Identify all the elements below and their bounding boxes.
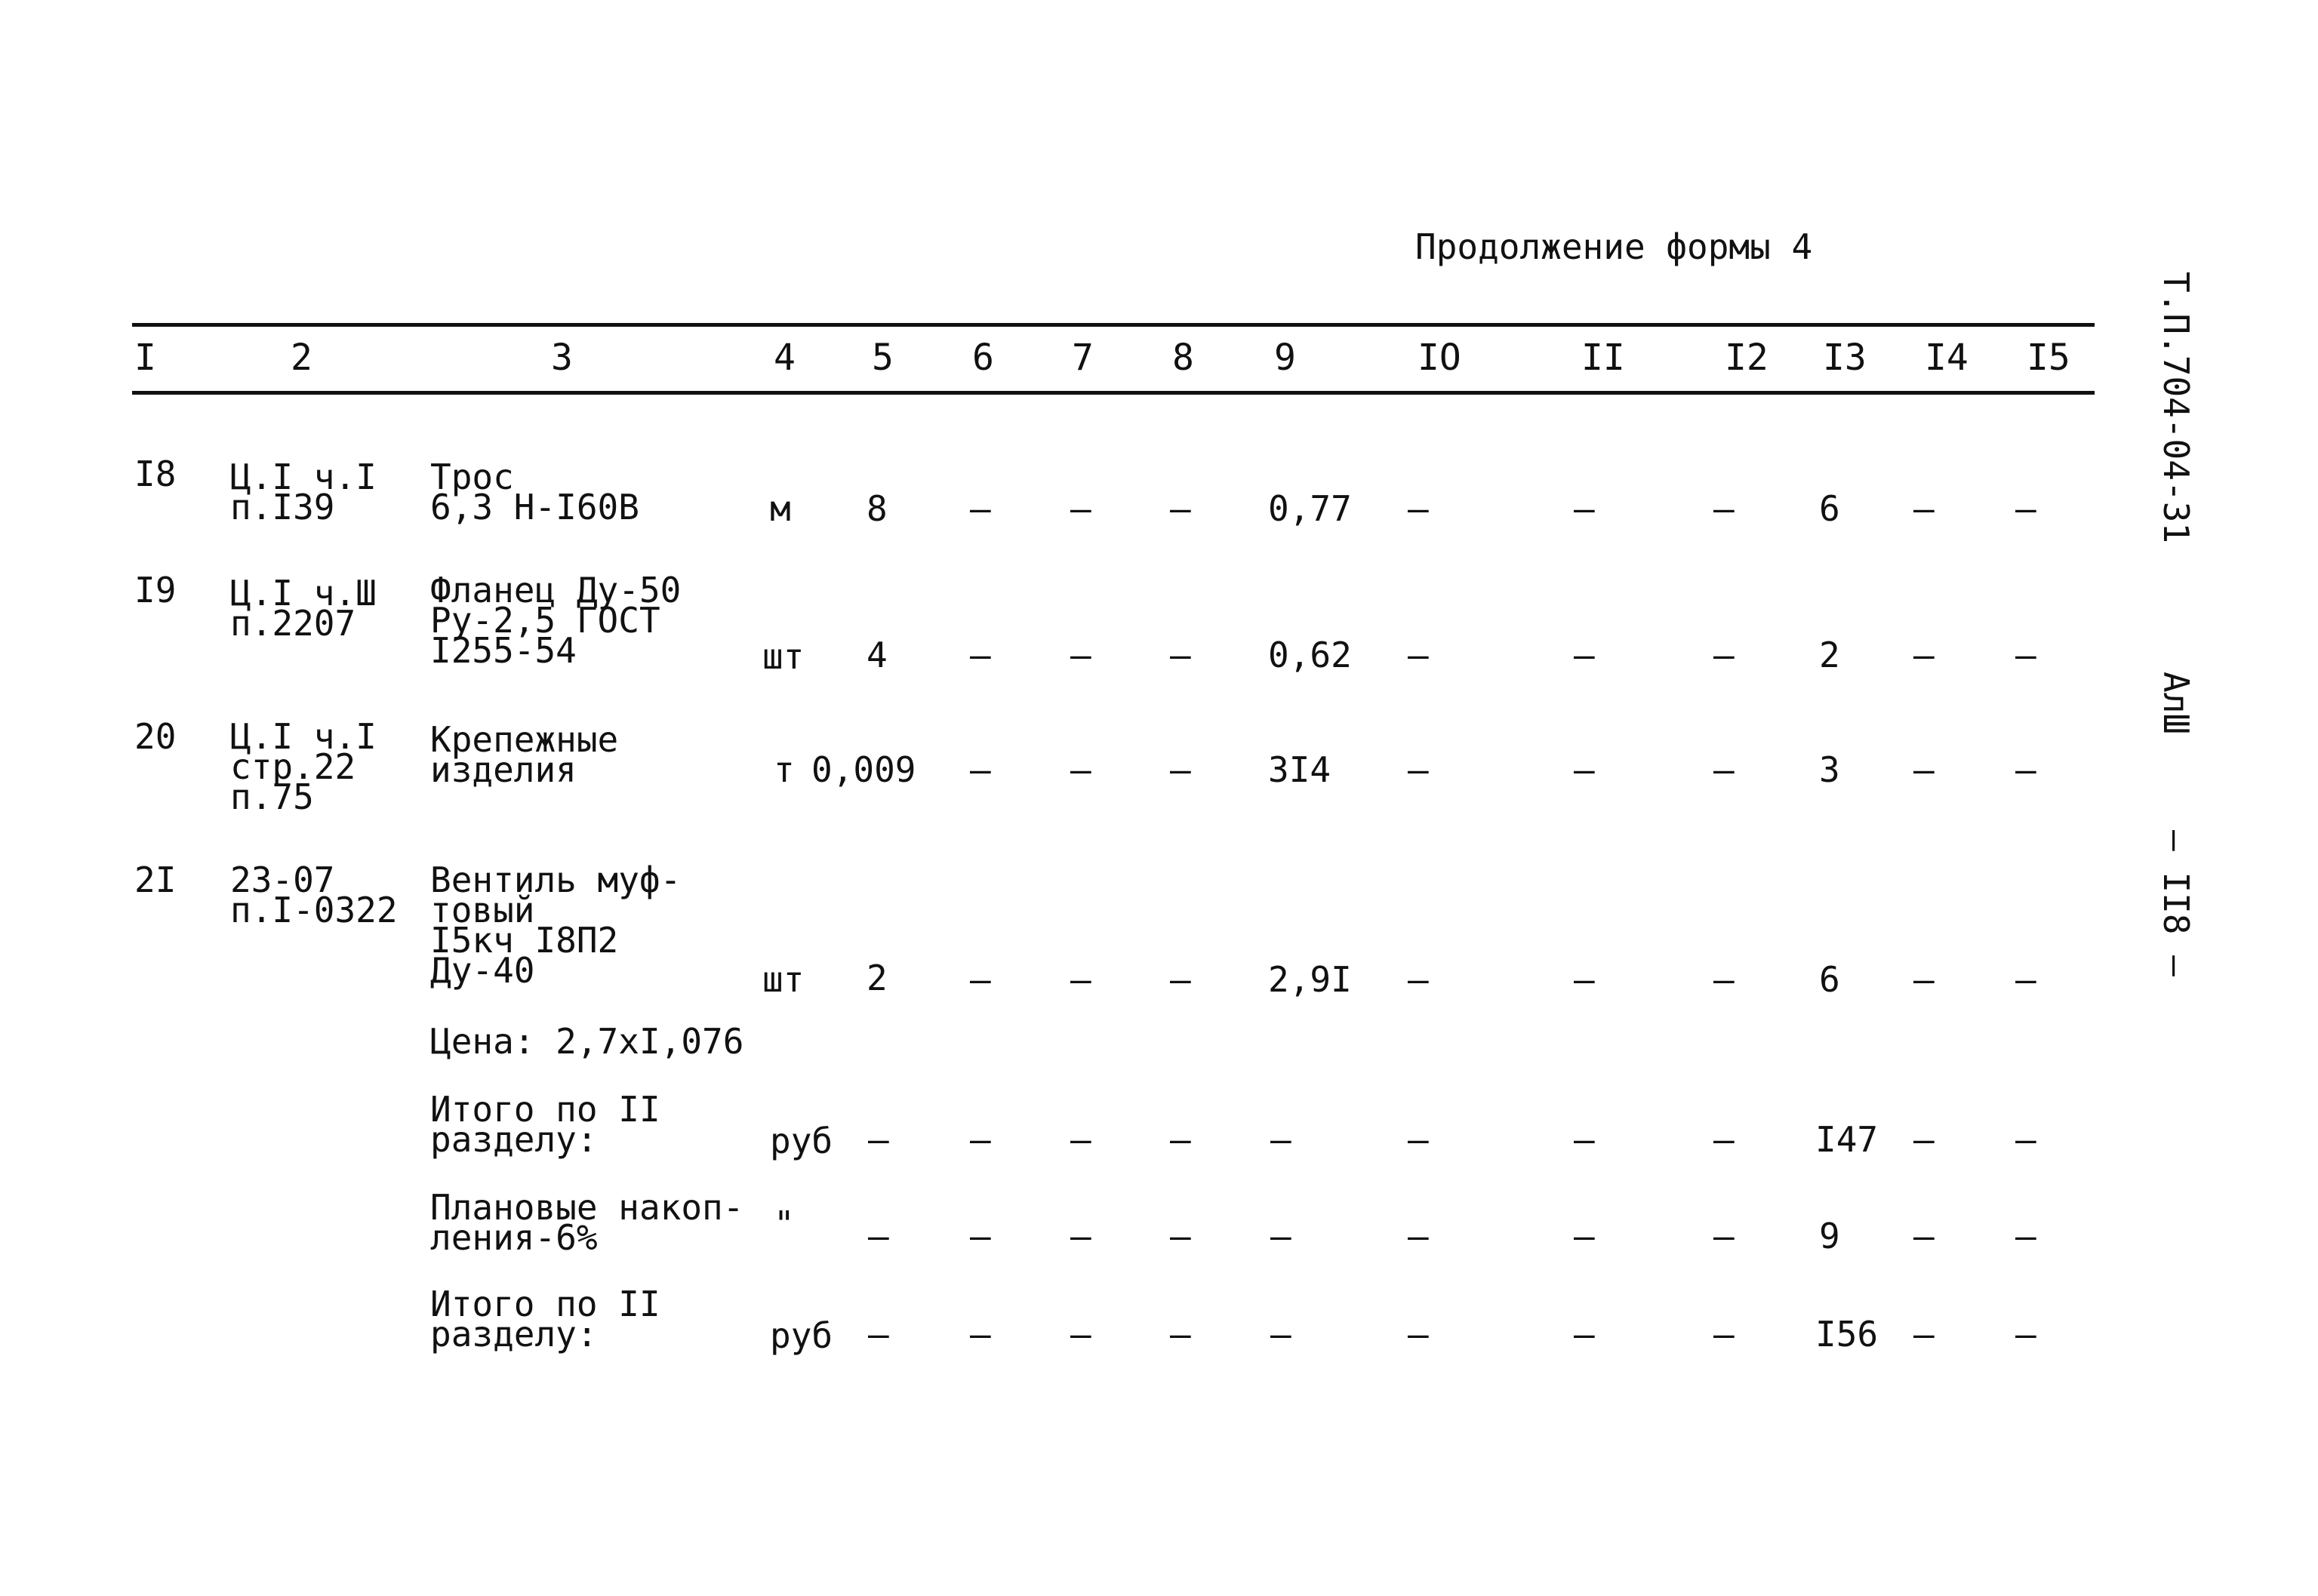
price-reference: п.I-0322: [230, 890, 398, 930]
form-title: Продолжение формы 4: [1415, 226, 1813, 267]
col-header-9: 9: [1274, 337, 1296, 379]
item-name: Ду-40: [430, 950, 535, 991]
cell-col-8: –: [1170, 1314, 1191, 1355]
cell-col-6: –: [970, 1119, 991, 1160]
price-reference: п.75: [230, 776, 314, 817]
cell-col-10: –: [1408, 749, 1429, 790]
price-reference: п.I39: [230, 487, 335, 527]
cell-col-11: –: [1574, 1119, 1595, 1160]
side-album: АлШ: [2156, 672, 2196, 735]
cell-col-14: –: [1913, 635, 1935, 675]
cell-col-14: –: [1913, 1119, 1935, 1160]
cell-col-8: –: [1170, 959, 1191, 1000]
side-code: Т.П.704-04-31: [2156, 272, 2196, 544]
cell-col-10: –: [1408, 1216, 1429, 1256]
price-reference: Ц.I ч.I: [230, 457, 377, 497]
cell-col-6: –: [970, 635, 991, 675]
cell-col-12: –: [1713, 959, 1735, 1000]
cell-col-8: –: [1170, 1119, 1191, 1160]
col-header-3: 3: [551, 337, 573, 379]
cell-col-7: –: [1070, 959, 1091, 1000]
cell-col-6: –: [970, 749, 991, 790]
unit: т: [774, 749, 795, 790]
col-header-10: IO: [1418, 337, 1461, 379]
cell-col-8: –: [1170, 1216, 1191, 1256]
price-reference: стр.22: [230, 746, 356, 787]
cell-col-14: –: [1913, 1216, 1935, 1256]
item-name: Трос: [430, 457, 514, 497]
unit: руб: [770, 1121, 833, 1161]
cell-col-11: –: [1574, 749, 1595, 790]
row-number: 2I: [134, 860, 177, 900]
cell-col-11: –: [1574, 488, 1595, 529]
cell-col-12: –: [1713, 635, 1735, 675]
cell-col-8: –: [1170, 488, 1191, 529]
cell-col-10: –: [1408, 1119, 1429, 1160]
cell-col-7: –: [1070, 635, 1091, 675]
col-header-14: I4: [1925, 337, 1969, 379]
price-reference: п.2207: [230, 603, 356, 644]
side-page-number: — II8 —: [2156, 830, 2196, 976]
price-reference: Ц.I ч.Ш: [230, 573, 377, 613]
cell-col-10: –: [1408, 635, 1429, 675]
col-header-5: 5: [872, 337, 894, 379]
cell-col-12: –: [1713, 749, 1735, 790]
cell-col-12: –: [1713, 488, 1735, 529]
item-name: Ру-2,5 ГОСТ: [430, 600, 660, 641]
cell-col-11: –: [1574, 635, 1595, 675]
cell-col-11: –: [1574, 1216, 1595, 1256]
summary-label: разделу:: [430, 1119, 598, 1160]
cell-col-14: –: [1913, 959, 1935, 1000]
item-name: I255-54: [430, 630, 577, 671]
row-number: I9: [134, 570, 177, 610]
cell-col-12: –: [1713, 1216, 1735, 1256]
cell-col-15: –: [2015, 488, 2036, 529]
col-header-15: I5: [2027, 337, 2070, 379]
cell-col-9: –: [1270, 1119, 1291, 1160]
cell-col-7: –: [1070, 1314, 1091, 1355]
col-header-7: 7: [1072, 337, 1094, 379]
total-cost: 9: [1819, 1216, 1840, 1256]
cell-col-8: –: [1170, 635, 1191, 675]
cell-col-7: –: [1070, 1119, 1091, 1160]
cell-col-9: –: [1270, 1216, 1291, 1256]
summary-label: Итого по II: [430, 1089, 660, 1130]
price-reference: Ц.I ч.I: [230, 716, 377, 757]
side-margin-text: [2156, 272, 2242, 1026]
cell-col-5: –: [868, 1119, 889, 1160]
item-name: Фланец Ду-50: [430, 570, 682, 610]
table-header-rule: [132, 391, 2095, 395]
cell-col-14: –: [1913, 749, 1935, 790]
cell-col-11: –: [1574, 959, 1595, 1000]
col-header-13: I3: [1823, 337, 1867, 379]
col-header-6: 6: [972, 337, 994, 379]
item-name: I5кч I8П2: [430, 920, 619, 961]
col-header-1: I: [134, 337, 156, 379]
total-cost: 2: [1819, 635, 1840, 675]
unit: ": [774, 1204, 795, 1244]
summary-label: ления-6%: [430, 1217, 598, 1258]
summary-label: Итого по II: [430, 1284, 660, 1324]
cell-col-5: –: [868, 1314, 889, 1355]
unit-price: 0,62: [1268, 635, 1352, 675]
item-name: Крепежные: [430, 719, 619, 760]
total-cost: I47: [1815, 1119, 1879, 1160]
unit-price: 0,77: [1268, 488, 1352, 529]
total-cost: 6: [1819, 488, 1840, 529]
cell-col-7: –: [1070, 749, 1091, 790]
cell-col-15: –: [2015, 1314, 2036, 1355]
item-name: изделия: [430, 749, 577, 790]
summary-label: разделу:: [430, 1314, 598, 1355]
price-note: Цена: 2,7хI,076: [430, 1021, 744, 1062]
cell-col-6: –: [970, 1314, 991, 1355]
item-name: Вентиль муф-: [430, 860, 682, 900]
quantity: 8: [867, 488, 888, 529]
quantity: 0,009: [811, 749, 916, 790]
col-header-4: 4: [774, 337, 796, 379]
unit: м: [770, 488, 791, 529]
col-header-11: II: [1581, 337, 1625, 379]
cell-col-15: –: [2015, 959, 2036, 1000]
total-cost: 3: [1819, 749, 1840, 790]
cell-col-11: –: [1574, 1314, 1595, 1355]
col-header-8: 8: [1172, 337, 1194, 379]
col-header-12: I2: [1725, 337, 1769, 379]
unit: шт: [762, 636, 805, 677]
cell-col-14: –: [1913, 1314, 1935, 1355]
total-cost: 6: [1819, 959, 1840, 1000]
cell-col-15: –: [2015, 749, 2036, 790]
cell-col-12: –: [1713, 1119, 1735, 1160]
cell-col-7: –: [1070, 1216, 1091, 1256]
row-number: I8: [134, 454, 177, 494]
cell-col-8: –: [1170, 749, 1191, 790]
summary-label: Плановые накоп-: [430, 1187, 744, 1228]
row-number: 20: [134, 716, 177, 757]
cell-col-15: –: [2015, 635, 2036, 675]
cell-col-7: –: [1070, 488, 1091, 529]
unit-price: 3I4: [1268, 749, 1331, 790]
cell-col-15: –: [2015, 1216, 2036, 1256]
quantity: 2: [867, 958, 888, 998]
unit: шт: [762, 959, 805, 1000]
unit: руб: [770, 1315, 833, 1356]
cell-col-6: –: [970, 488, 991, 529]
unit-price: 2,9I: [1268, 959, 1352, 1000]
total-cost: I56: [1815, 1314, 1879, 1355]
cell-col-5: –: [868, 1216, 889, 1256]
col-header-2: 2: [291, 337, 312, 379]
cell-col-6: –: [970, 959, 991, 1000]
item-name: 6,3 Н-I60В: [430, 487, 639, 527]
cell-col-15: –: [2015, 1119, 2036, 1160]
cell-col-10: –: [1408, 959, 1429, 1000]
cell-col-10: –: [1408, 488, 1429, 529]
quantity: 4: [867, 635, 888, 675]
cell-col-12: –: [1713, 1314, 1735, 1355]
item-name: товый: [430, 890, 535, 930]
table-top-rule: [132, 323, 2095, 327]
cell-col-6: –: [970, 1216, 991, 1256]
price-reference: 23-07: [230, 860, 335, 900]
cell-col-10: –: [1408, 1314, 1429, 1355]
cell-col-9: –: [1270, 1314, 1291, 1355]
cell-col-14: –: [1913, 488, 1935, 529]
